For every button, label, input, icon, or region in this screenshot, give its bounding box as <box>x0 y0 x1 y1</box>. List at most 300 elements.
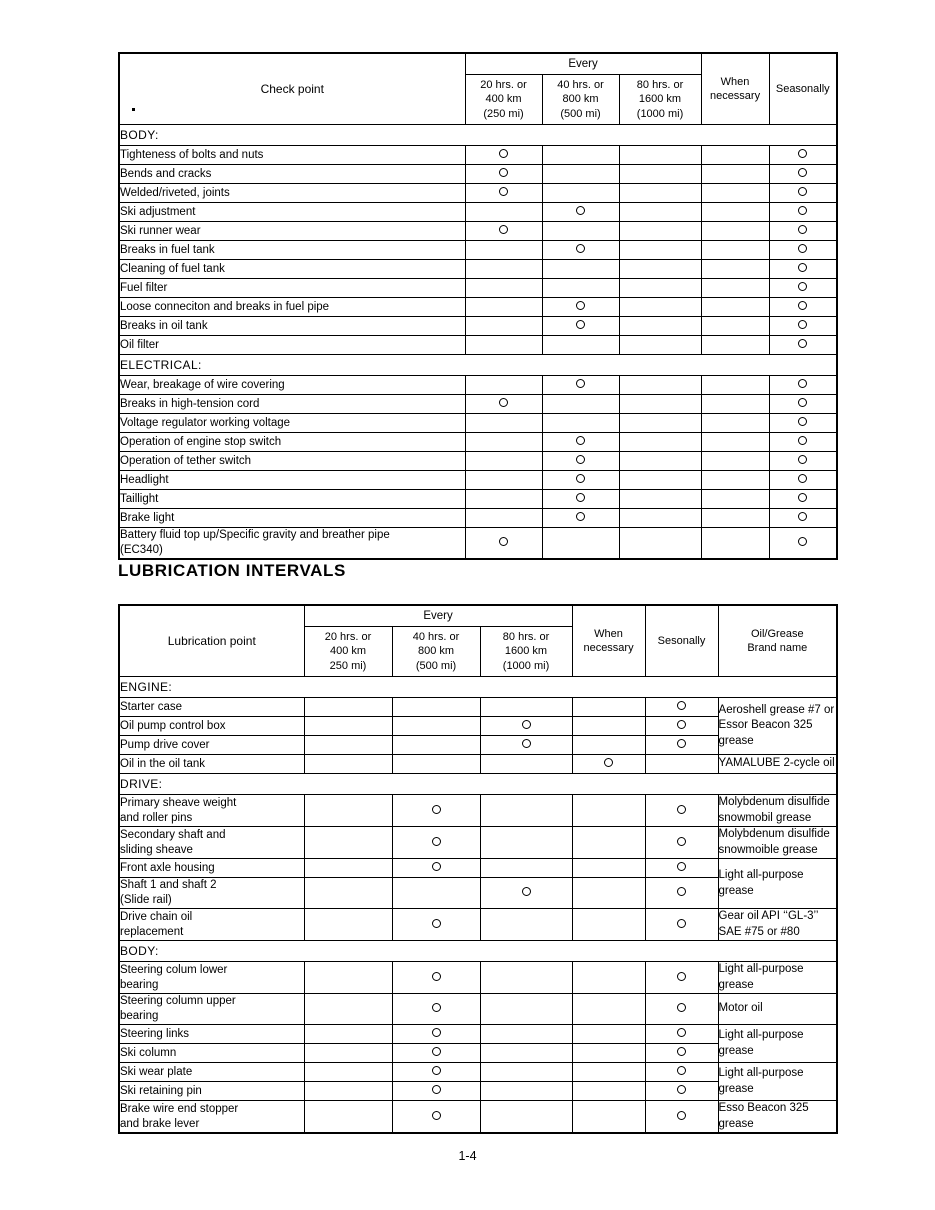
interval-mark-0 <box>304 698 392 717</box>
check-circle-icon <box>576 512 585 521</box>
row-label-line-1: Steering column upper <box>120 995 236 1008</box>
interval-40-line-1: 40 hrs. or <box>557 79 604 92</box>
interval-mark-4 <box>769 146 837 165</box>
interval-mark-1 <box>542 184 619 203</box>
table-row <box>119 279 837 298</box>
interval-mark-0 <box>304 827 392 859</box>
lub-interval-40-line-3: (500 mi) <box>415 659 457 672</box>
section-header-label: BODY: <box>119 941 837 962</box>
row-label <box>119 471 465 490</box>
row-label-line-1: Cleaning of fuel tank <box>120 262 225 275</box>
brand-name-cell <box>718 994 837 1025</box>
row-label <box>119 490 465 509</box>
check-circle-icon <box>576 244 585 253</box>
interval-mark-4 <box>769 509 837 528</box>
interval-mark-1 <box>542 203 619 222</box>
check-circle-icon <box>432 972 441 981</box>
row-label <box>119 222 465 241</box>
row-label-line-1: Voltage regulator working voltage <box>120 416 291 429</box>
interval-mark-3 <box>701 509 769 528</box>
check-circle-icon <box>798 168 807 177</box>
check-circle-icon <box>798 263 807 272</box>
interval-mark-0 <box>304 909 392 941</box>
interval-mark-0 <box>465 336 542 355</box>
interval-mark-1 <box>542 452 619 471</box>
interval-mark-2 <box>619 414 701 433</box>
interval-mark-1 <box>542 490 619 509</box>
interval-mark-1 <box>542 146 619 165</box>
inspection-every-header: Every <box>465 53 701 75</box>
check-circle-icon <box>432 1085 441 1094</box>
interval-mark-4 <box>645 962 718 994</box>
interval-mark-2 <box>619 184 701 203</box>
row-label-line-1: Bends and cracks <box>120 167 212 180</box>
brand-line-1: Aeroshell grease #7 or <box>718 703 835 716</box>
interval-mark-3 <box>701 471 769 490</box>
row-label-line-1: Taillight <box>120 492 159 505</box>
check-circle-icon <box>798 282 807 291</box>
interval-mark-1 <box>542 376 619 395</box>
row-label-line-1: Steering colum lower <box>120 963 228 976</box>
brand-line-2: Essor Beacon 325 grease <box>718 719 813 747</box>
brand-line-1: Gear oil API ‘‘GL-3’’ <box>718 910 819 923</box>
table-row <box>119 222 837 241</box>
row-label <box>119 827 304 859</box>
lub-interval-20-line-1: 20 hrs. or <box>324 631 372 644</box>
interval-mark-2 <box>480 717 572 736</box>
row-label <box>119 146 465 165</box>
table-row <box>119 859 837 878</box>
table-row <box>119 241 837 260</box>
interval-mark-4 <box>645 755 718 774</box>
interval-mark-0 <box>465 433 542 452</box>
check-circle-icon <box>576 436 585 445</box>
interval-mark-0 <box>465 414 542 433</box>
interval-mark-4 <box>769 222 837 241</box>
interval-mark-3 <box>572 698 645 717</box>
row-label-line-1: Shaft 1 and shaft 2 <box>120 879 217 892</box>
interval-mark-0 <box>304 1082 392 1101</box>
brand-header-line-1: Oil/Grease <box>750 627 804 640</box>
section-header-row <box>119 774 837 795</box>
brand-name-cell <box>718 1063 837 1101</box>
interval-mark-3 <box>701 298 769 317</box>
inspection-interval-80hrs-header <box>619 75 701 125</box>
interval-mark-4 <box>769 336 837 355</box>
row-label-line-2: (Slide rail) <box>120 894 172 907</box>
lubrication-table-head <box>119 605 837 677</box>
interval-mark-2 <box>480 994 572 1025</box>
interval-mark-2 <box>619 146 701 165</box>
check-circle-icon <box>499 149 508 158</box>
row-label-line-1: Secondary shaft and <box>120 828 226 841</box>
row-label-line-1: Oil filter <box>120 338 159 351</box>
section-header-row <box>119 125 837 146</box>
interval-mark-2 <box>480 795 572 827</box>
interval-80-line-3: (1000 mi) <box>636 107 684 120</box>
interval-mark-0 <box>465 395 542 414</box>
interval-mark-3 <box>701 414 769 433</box>
interval-mark-1 <box>542 336 619 355</box>
table-row <box>119 433 837 452</box>
interval-mark-3 <box>572 755 645 774</box>
brand-name-cell <box>718 962 837 994</box>
row-label <box>119 184 465 203</box>
row-label-line-1: Ski column <box>120 1046 177 1059</box>
check-circle-icon <box>677 972 686 981</box>
interval-mark-4 <box>645 1025 718 1044</box>
interval-mark-2 <box>619 298 701 317</box>
check-circle-icon <box>677 805 686 814</box>
check-circle-icon <box>798 436 807 445</box>
interval-mark-2 <box>619 433 701 452</box>
interval-mark-1 <box>392 859 480 878</box>
interval-mark-1 <box>392 736 480 755</box>
table-row <box>119 298 837 317</box>
check-circle-icon <box>677 1028 686 1037</box>
check-circle-icon <box>576 320 585 329</box>
interval-mark-3 <box>701 222 769 241</box>
check-circle-icon <box>432 862 441 871</box>
lubrication-header-row-1 <box>119 605 837 627</box>
row-label <box>119 994 304 1025</box>
row-label <box>119 909 304 941</box>
check-circle-icon <box>576 206 585 215</box>
interval-mark-4 <box>769 414 837 433</box>
table-row <box>119 1025 837 1044</box>
page-number: 1-4 <box>458 1149 477 1163</box>
row-label-line-1: Fuel filter <box>120 281 168 294</box>
interval-mark-2 <box>619 260 701 279</box>
interval-mark-2 <box>480 1101 572 1134</box>
interval-mark-0 <box>465 146 542 165</box>
lub-interval-80-line-3: (1000 mi) <box>502 659 550 672</box>
interval-mark-1 <box>392 717 480 736</box>
row-label-line-1: Starter case <box>120 700 182 713</box>
interval-mark-4 <box>769 433 837 452</box>
interval-mark-1 <box>542 395 619 414</box>
interval-mark-0 <box>304 1063 392 1082</box>
row-label <box>119 795 304 827</box>
inspection-table-head <box>119 53 837 125</box>
check-circle-icon <box>798 537 807 546</box>
interval-mark-2 <box>619 241 701 260</box>
brand-line-1: Molybdenum disulfide <box>718 828 830 841</box>
interval-mark-4 <box>769 165 837 184</box>
interval-mark-2 <box>480 962 572 994</box>
interval-mark-4 <box>645 795 718 827</box>
interval-mark-4 <box>645 1082 718 1101</box>
section-header-label: ENGINE: <box>119 677 837 698</box>
check-circle-icon <box>677 739 686 748</box>
row-label-line-1: Steering links <box>120 1027 190 1040</box>
interval-mark-3 <box>572 1082 645 1101</box>
interval-mark-1 <box>542 317 619 336</box>
interval-mark-4 <box>769 203 837 222</box>
check-circle-icon <box>499 168 508 177</box>
interval-mark-0 <box>304 1044 392 1063</box>
check-circle-icon <box>798 398 807 407</box>
row-label-line-1: Brake wire end stopper <box>120 1102 239 1115</box>
row-label <box>119 298 465 317</box>
interval-mark-3 <box>701 395 769 414</box>
interval-mark-3 <box>572 994 645 1025</box>
interval-mark-0 <box>304 1101 392 1134</box>
row-label <box>119 279 465 298</box>
interval-mark-3 <box>701 165 769 184</box>
interval-mark-2 <box>619 509 701 528</box>
interval-mark-1 <box>392 1101 480 1134</box>
interval-mark-4 <box>769 395 837 414</box>
when-necessary-line-2: necessary <box>709 90 761 102</box>
interval-mark-2 <box>619 165 701 184</box>
lub-when-necessary-line-2: necessary <box>583 642 634 654</box>
interval-mark-4 <box>769 260 837 279</box>
check-circle-icon <box>798 206 807 215</box>
interval-mark-0 <box>304 755 392 774</box>
row-label-line-1: Breaks in fuel tank <box>120 243 215 256</box>
periodic-inspection-table <box>118 52 838 560</box>
interval-mark-2 <box>480 878 572 909</box>
interval-mark-4 <box>769 241 837 260</box>
check-circle-icon <box>677 837 686 846</box>
interval-mark-4 <box>645 909 718 941</box>
interval-mark-2 <box>619 317 701 336</box>
interval-mark-4 <box>769 471 837 490</box>
row-label <box>119 165 465 184</box>
corner-dot-mark <box>132 108 135 111</box>
row-label <box>119 1044 304 1063</box>
interval-80-line-1: 80 hrs. or <box>636 79 684 92</box>
interval-mark-2 <box>480 1082 572 1101</box>
check-circle-icon <box>499 225 508 234</box>
lubrication-brand-header <box>718 605 837 677</box>
inspection-table-body <box>119 125 837 560</box>
check-circle-icon <box>499 187 508 196</box>
row-label <box>119 317 465 336</box>
table-row <box>119 1101 837 1134</box>
lub-interval-40-line-1: 40 hrs. or <box>412 631 460 644</box>
row-label <box>119 241 465 260</box>
row-label <box>119 878 304 909</box>
lub-interval-20-line-3: 250 mi) <box>329 659 367 672</box>
interval-mark-0 <box>465 184 542 203</box>
interval-mark-3 <box>572 1025 645 1044</box>
brand-name-cell <box>718 755 837 774</box>
brand-line-2: snowmoible grease <box>718 843 818 856</box>
check-circle-icon <box>677 720 686 729</box>
table-row <box>119 165 837 184</box>
interval-mark-3 <box>572 909 645 941</box>
interval-mark-4 <box>769 490 837 509</box>
check-circle-icon <box>499 398 508 407</box>
interval-mark-4 <box>769 184 837 203</box>
interval-mark-0 <box>465 471 542 490</box>
lubrication-interval-80hrs-header <box>480 627 572 677</box>
interval-mark-1 <box>392 962 480 994</box>
interval-mark-3 <box>572 717 645 736</box>
section-header-row <box>119 941 837 962</box>
interval-mark-2 <box>480 827 572 859</box>
interval-mark-3 <box>572 878 645 909</box>
row-label <box>119 755 304 774</box>
check-circle-icon <box>798 320 807 329</box>
table-row <box>119 994 837 1025</box>
check-circle-icon <box>576 493 585 502</box>
brand-name-cell <box>718 859 837 909</box>
check-circle-icon <box>432 1003 441 1012</box>
interval-mark-3 <box>572 1101 645 1134</box>
interval-mark-0 <box>304 994 392 1025</box>
interval-mark-0 <box>304 1025 392 1044</box>
brand-name-cell <box>718 1025 837 1063</box>
row-label-line-2: replacement <box>120 925 184 938</box>
table-row <box>119 795 837 827</box>
interval-mark-2 <box>619 203 701 222</box>
interval-mark-1 <box>392 1063 480 1082</box>
check-circle-icon <box>576 301 585 310</box>
inspection-when-necessary-header <box>701 53 769 125</box>
interval-mark-3 <box>701 260 769 279</box>
row-label-line-1: Breaks in oil tank <box>120 319 208 332</box>
interval-mark-0 <box>304 795 392 827</box>
section-header-label: ELECTRICAL: <box>119 355 837 376</box>
check-circle-icon <box>677 862 686 871</box>
check-circle-icon <box>432 805 441 814</box>
row-label-line-1: Brake light <box>120 511 175 524</box>
interval-mark-4 <box>769 452 837 471</box>
interval-mark-4 <box>645 1101 718 1134</box>
brand-name-cell <box>718 827 837 859</box>
interval-mark-2 <box>619 395 701 414</box>
row-label-line-1: Ski retaining pin <box>120 1084 202 1097</box>
interval-20-line-2: 400 km <box>485 93 522 106</box>
interval-mark-0 <box>465 509 542 528</box>
interval-mark-4 <box>769 279 837 298</box>
check-circle-icon <box>522 739 531 748</box>
brand-line-1: YAMALUBE 2-cycle oil <box>718 757 835 770</box>
row-label <box>119 376 465 395</box>
interval-mark-0 <box>465 279 542 298</box>
row-label-line-2: and brake lever <box>120 1117 200 1130</box>
row-label <box>119 859 304 878</box>
interval-mark-0 <box>465 490 542 509</box>
check-circle-icon <box>798 187 807 196</box>
check-circle-icon <box>522 720 531 729</box>
interval-mark-0 <box>465 222 542 241</box>
row-label-line-1: Breaks in high-tension cord <box>120 397 260 410</box>
interval-mark-3 <box>701 184 769 203</box>
row-label-line-1: Oil in the oil tank <box>120 757 206 770</box>
row-label <box>119 414 465 433</box>
interval-mark-1 <box>542 528 619 560</box>
interval-mark-2 <box>480 736 572 755</box>
brand-line-2: snowmobil grease <box>718 811 812 824</box>
interval-mark-4 <box>645 859 718 878</box>
interval-mark-2 <box>480 698 572 717</box>
interval-mark-3 <box>701 528 769 560</box>
interval-mark-4 <box>769 298 837 317</box>
brand-header-line-2: Brand name <box>747 642 808 654</box>
interval-mark-1 <box>542 298 619 317</box>
interval-80-line-2: 1600 km <box>638 93 682 106</box>
interval-mark-2 <box>480 1025 572 1044</box>
check-circle-icon <box>432 1047 441 1056</box>
row-label <box>119 1025 304 1044</box>
brand-line-2: SAE #75 or #80 <box>718 925 800 938</box>
interval-mark-2 <box>619 222 701 241</box>
table-row <box>119 184 837 203</box>
interval-mark-0 <box>304 878 392 909</box>
check-circle-icon <box>677 1085 686 1094</box>
interval-mark-2 <box>619 528 701 560</box>
interval-mark-0 <box>465 452 542 471</box>
lubrication-interval-40hrs-header <box>392 627 480 677</box>
lub-when-necessary-line-1: When <box>594 627 623 640</box>
table-row <box>119 414 837 433</box>
table-row <box>119 490 837 509</box>
interval-mark-3 <box>572 962 645 994</box>
interval-mark-1 <box>392 878 480 909</box>
interval-mark-3 <box>701 279 769 298</box>
interval-mark-1 <box>392 1025 480 1044</box>
interval-mark-3 <box>572 827 645 859</box>
interval-mark-1 <box>392 909 480 941</box>
interval-mark-1 <box>542 165 619 184</box>
table-row <box>119 395 837 414</box>
interval-mark-2 <box>619 336 701 355</box>
interval-mark-3 <box>701 241 769 260</box>
lub-interval-40-line-2: 800 km <box>417 645 455 658</box>
row-label-line-2: (EC340) <box>120 544 163 556</box>
interval-mark-1 <box>542 260 619 279</box>
interval-mark-1 <box>542 414 619 433</box>
interval-mark-0 <box>465 203 542 222</box>
inspection-header-row-1 <box>119 53 837 75</box>
interval-mark-2 <box>619 471 701 490</box>
table-row <box>119 203 837 222</box>
check-circle-icon <box>677 919 686 928</box>
section-header-label: BODY: <box>119 125 837 146</box>
check-circle-icon <box>432 837 441 846</box>
row-label <box>119 528 465 560</box>
interval-20-line-1: 20 hrs. or <box>480 79 527 92</box>
table-row <box>119 528 837 560</box>
check-circle-icon <box>798 244 807 253</box>
interval-mark-0 <box>465 317 542 336</box>
interval-mark-2 <box>619 279 701 298</box>
interval-mark-4 <box>645 698 718 717</box>
brand-line-1: Molybdenum disulfide <box>718 796 830 808</box>
row-label-line-1: Drive chain oil <box>120 910 193 923</box>
row-label <box>119 1063 304 1082</box>
table-row <box>119 452 837 471</box>
row-label <box>119 736 304 755</box>
brand-name-cell <box>718 909 837 941</box>
interval-mark-4 <box>645 1044 718 1063</box>
interval-mark-1 <box>392 827 480 859</box>
brand-name-cell <box>718 698 837 755</box>
row-label-line-1: Operation of tether switch <box>120 454 252 467</box>
interval-mark-1 <box>542 433 619 452</box>
check-circle-icon <box>798 339 807 348</box>
table-row <box>119 146 837 165</box>
row-label-line-2: bearing <box>120 978 159 991</box>
section-header-row <box>119 355 837 376</box>
interval-mark-3 <box>701 336 769 355</box>
check-circle-icon <box>677 1111 686 1120</box>
check-circle-icon <box>677 1047 686 1056</box>
